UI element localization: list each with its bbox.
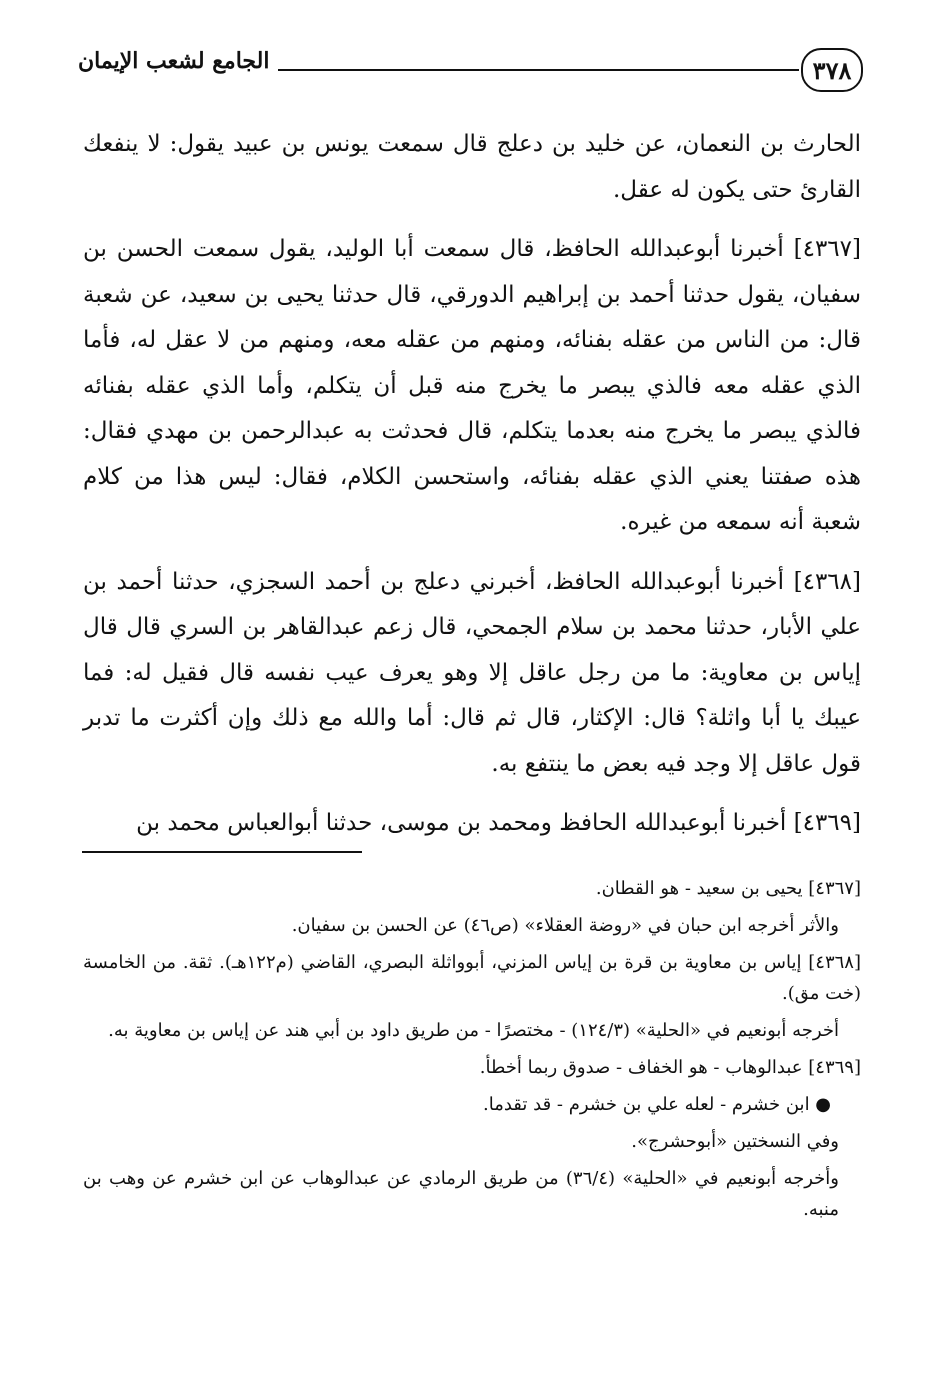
main-text — [83, 122, 861, 861]
paragraph-4368: [٤٣٦٨] أخبرنا أبوعبدالله الحافظ، أخبرني دعلج بن أحمد السجزي، حدثنا أحمد بن علي الأبار، حدثنا محمد بن سلام الجمحي، قال زعم عبدالقاهر بن السري قال قال إياس بن معاوية: ما من رجل عاقل إلا وهو يعرف عيب نفسه قال فقيل له: فما عيبك يا أبا واثلة؟ قال: الإكثار، قال ثم قال: أما والله مع ذلك وإن أكثرت ما تدبر قول عاقل إلا وجد فيه بعض ما ينتفع به. — [83, 568, 861, 777]
footnote-rule — [82, 851, 362, 853]
page-number: ٣٧٨ — [801, 48, 863, 92]
paragraph-4369: [٤٣٦٩] أخبرنا أبوعبدالله الحافظ ومحمد بن موسى، حدثنا أبوالعباس محمد بن — [136, 810, 861, 836]
footnote-4369: [٤٣٦٩] عبدالوهاب - هو الخفاف - صدوق ربما أخطأ. — [479, 1057, 861, 1078]
paragraph-4367: [٤٣٦٧] أخبرنا أبوعبدالله الحافظ، قال سمعت أبا الوليد، يقول سمعت الحسن بن سفيان، يقول حدثنا أحمد بن إبراهيم الدورقي، قال حدثنا يحيى بن سعيد، عن شعبة قال: من الناس من عقله بفنائه، ومنهم من عقله معه، ومنهم من لا عقل له، فأما الذي عقله معه فالذي يبصر ما يخرج منه قبل أن يتكلم، وأما الذي عقله بفنائه فالذي يبصر ما يخرج منه بعدما يتكلم، قال فحدثت به عبدالرحمن بن مهدي فقال: هذه صفتنا يعني الذي عقله بفنائه، واستحسن الكلام، فقال: ليس هذا من كلام شعبة أنه سمعه من غيره. — [83, 236, 861, 535]
page-header — [78, 42, 863, 104]
footnote-4367: [٤٣٦٧] يحيى بن سعيد - هو القطان. — [595, 878, 861, 899]
footnote-4369-bullet: ● ابن خشرم - لعله علي بن خشرم - قد تقدما. — [483, 1094, 831, 1115]
footnote-4368: [٤٣٦٨] إياس بن معاوية بن قرة بن إياس المزني، أبوواثلة البصري، القاضي (م١٢٢هـ). ثقة. من الخامسة (خت مق). — [83, 952, 861, 1004]
paragraph-continuation: الحارث بن النعمان، عن خليد بن دعلج قال سمعت يونس بن عبيد يقول: لا ينفعك القارئ حتى يكون له عقل. — [83, 131, 861, 203]
footnotes — [83, 873, 861, 1231]
footnote-4367-source: والأثر أخرجه ابن حبان في «روضة العقلاء» (ص٤٦) عن الحسن بن سفيان. — [291, 915, 839, 936]
footnote-4368-source: أخرجه أبونعيم في «الحلية» (١٢٤/٣) - مختصرًا - من طريق داود بن أبي هند عن إياس بن معاوية به. — [108, 1020, 839, 1041]
book-title: الجامع لشعب الإيمان — [78, 48, 270, 74]
footnote-4369-variant: وفي النسختين «أبوحشرج». — [631, 1131, 839, 1152]
footnote-4369-source: وأخرجه أبونعيم في «الحلية» (٣٦/٤) من طريق الرمادي عن عبدالوهاب عن ابن خشرم عن وهب بن منبه. — [83, 1168, 839, 1220]
header-rule — [278, 69, 799, 71]
